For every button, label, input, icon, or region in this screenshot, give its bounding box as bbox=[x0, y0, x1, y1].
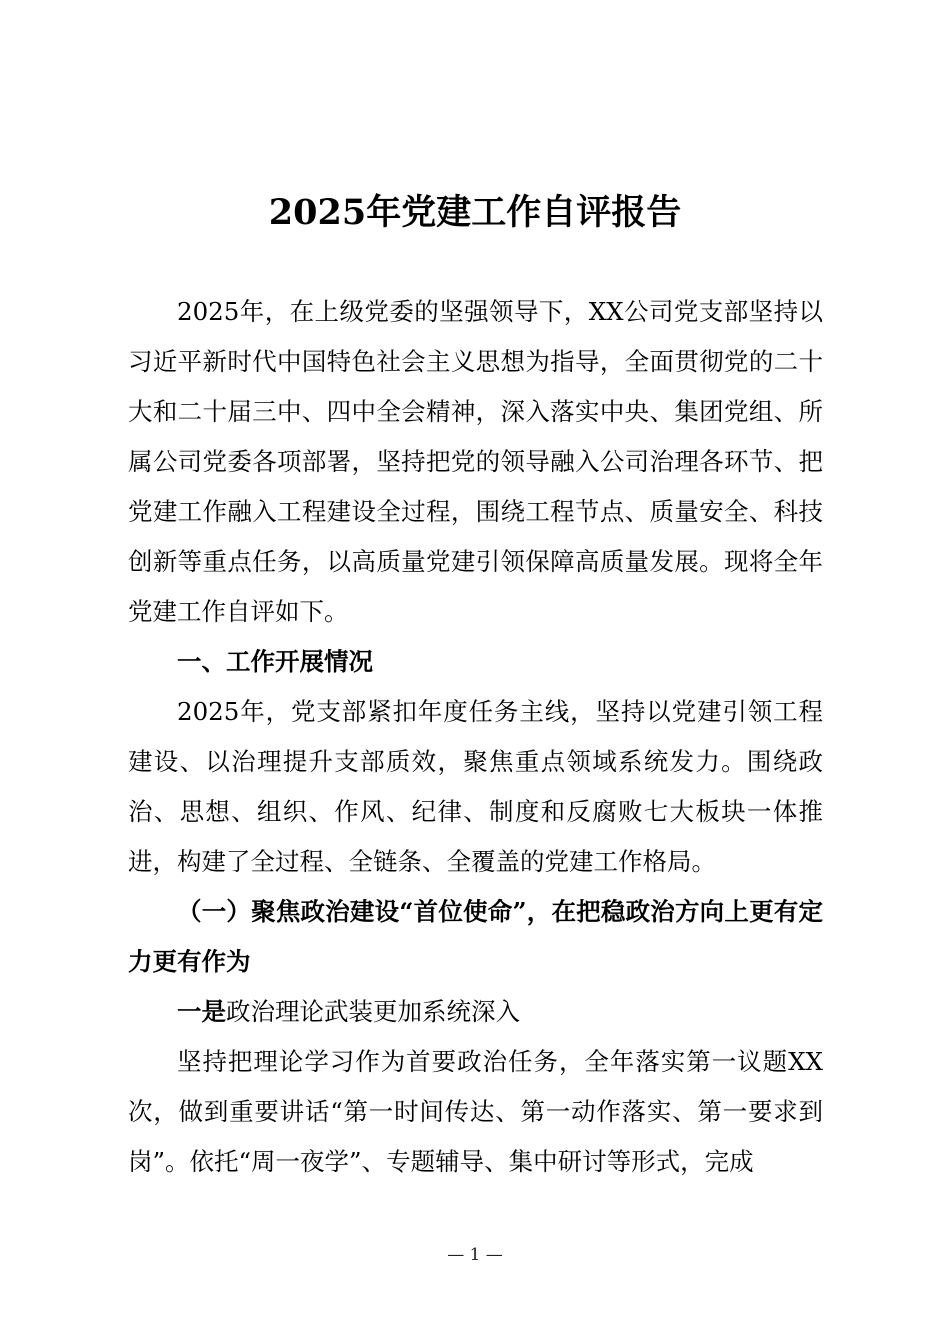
point-paragraph: 坚持把理论学习作为首要政治任务，全年落实第一议题XX次，做到重要讲话“第一时间传达、第一动作落实、第一要求到岗”。依托“周一夜学”、专题辅导、集中研讨等形式，完成 bbox=[128, 1047, 823, 1176]
section-heading: 一、工作开展情况 bbox=[177, 647, 373, 676]
point-lead: 一是 bbox=[177, 997, 226, 1026]
point-heading bbox=[128, 987, 823, 1037]
subsection-heading: （一）聚焦政治建设“首位使命”，在把稳政治方向上更有定力更有作为 bbox=[128, 897, 823, 976]
intro-paragraph: 2025年，在上级党委的坚强领导下，XX公司党支部坚持以习近平新时代中国特色社会主义思想为指导，全面贯彻党的二十大和二十届三中、四中全会精神，深入落实中央、集团党组、所属公司党委各项部署，坚持把党的领导融入公司治理各环节、把党建工作融入工程建设全过程，围绕工程节点、质量安全、科技创新等重点任务，以高质量党建引领保障高质量发展。现将全年党建工作自评如下。 bbox=[128, 297, 823, 626]
section-paragraph: 2025年，党支部紧扣年度任务主线，坚持以党建引领工程建设、以治理提升支部质效，聚焦重点领域系统发力。围绕政治、思想、组织、作风、纪律、制度和反腐败七大板块一体推进，构建了全过程、全链条、全覆盖的党建工作格局。 bbox=[128, 697, 823, 876]
document-body bbox=[128, 287, 823, 1187]
point-title: 政治理论武装更加系统深入 bbox=[226, 997, 520, 1026]
document-title: 2025年党建工作自评报告 bbox=[268, 192, 682, 233]
page-number: — 1 — bbox=[447, 1245, 503, 1265]
